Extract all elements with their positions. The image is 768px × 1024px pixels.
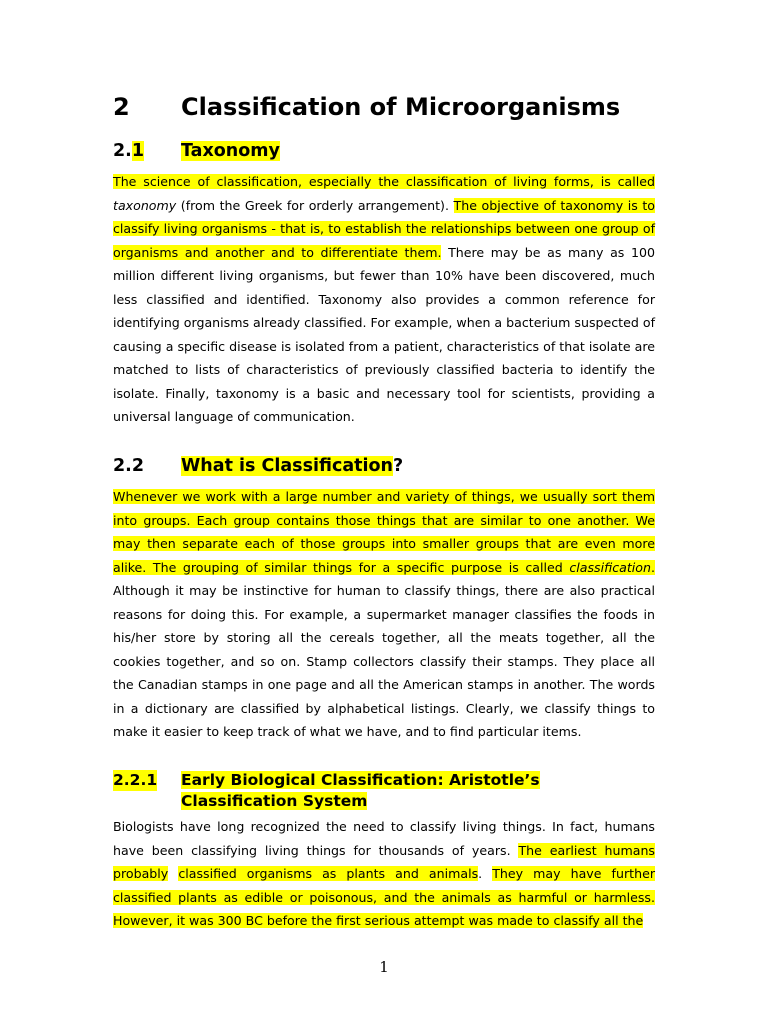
section-heading-what-is-classification: [113, 456, 403, 476]
chapter-title: [113, 93, 620, 121]
subsection-title-block: [181, 770, 661, 812]
body-text: There may be as many as 100 million different living organisms, but fewer than 10% have been discovered, much less classified and identified. Taxonomy also provides a common reference for identifying organisms already classified. For example, when a bacterium suspected of causing a specific disease is isolated from a patient, characteristics of that isolate are matched to lists of characteristics of previously classified bacteria to identify the isolate. Finally, taxonomy is a basic and necessary tool for scientists, providing a universal language of communication.: [113, 244, 655, 424]
body-text: Although it may be instinctive for human to classify things, there are also practical reasons for doing this. For example, a supermarket manager classifies the foods in his/her store by storing all the cereals together, all the meats together, all the cookies together, and so on. Stamp collectors classify their stamps. They place all the Canadian stamps in one page and all the American stamps in another. The words in a dictionary are classified by alphabetical listings. Clearly, we classify things to make it easier to keep track of what we have, and to find particular items.: [113, 583, 655, 739]
paragraph-classification: [113, 485, 655, 744]
paragraph-taxonomy: [113, 170, 655, 429]
section-number-part-highlighted: 1: [131, 141, 145, 161]
section-number: [113, 141, 181, 161]
section-heading-taxonomy: [113, 141, 280, 161]
highlighted-text: The earliest humans probably: [113, 842, 655, 881]
highlighted-text: They may have further classified plants as edible or poisonous, and the animals as harmful or harmless. However, it was 300 BC before the first serious attempt was made to classify all the: [113, 866, 655, 928]
section-title: What is Classification: [181, 456, 394, 476]
highlighted-text: The objective of taxonomy is to classify living organisms - that is, to establish the relationships between one group of organisms and another and to differentiate them.: [113, 197, 655, 260]
italic-term: classification: [569, 559, 651, 575]
paragraph-aristotle: [113, 815, 655, 933]
section-title-suffix: ?: [393, 456, 404, 476]
subsection-title: Early Biological Classification: Aristotle’s Classification System: [181, 771, 540, 810]
highlighted-text: .: [650, 559, 655, 575]
section-title: Taxonomy: [181, 141, 280, 161]
subsection-number: 2.2.1: [113, 771, 158, 789]
chapter-title-text: Classification of Microorganisms: [181, 93, 621, 121]
italic-term: taxonomy: [113, 197, 177, 213]
body-text: .: [478, 866, 493, 881]
body-text: Biologists have long recognized the need to classify living things. In fact, humans have been classifying living things for thousands of years.: [113, 819, 655, 858]
body-text: (from the Greek for orderly arrangement).: [176, 197, 454, 213]
chapter-number: 2: [113, 93, 130, 121]
section-number: 2.2: [113, 456, 145, 476]
highlighted-text: classified organisms as plants and animals: [178, 866, 479, 881]
highlighted-text: Whenever we work with a large number and variety of things, we usually sort them into groups. Each group contains those things that are similar to one another. We may then separate each of those groups into smaller groups that are even more alike. The grouping of similar things for a specific purpose is called: [113, 489, 655, 575]
section-number-part: 2.: [113, 141, 132, 161]
highlighted-text: The science of classification, especially the classification of living forms, is called: [113, 174, 655, 189]
body-text: [168, 866, 178, 881]
page-number: 1: [379, 958, 389, 976]
subsection-heading-aristotle: [113, 770, 661, 812]
